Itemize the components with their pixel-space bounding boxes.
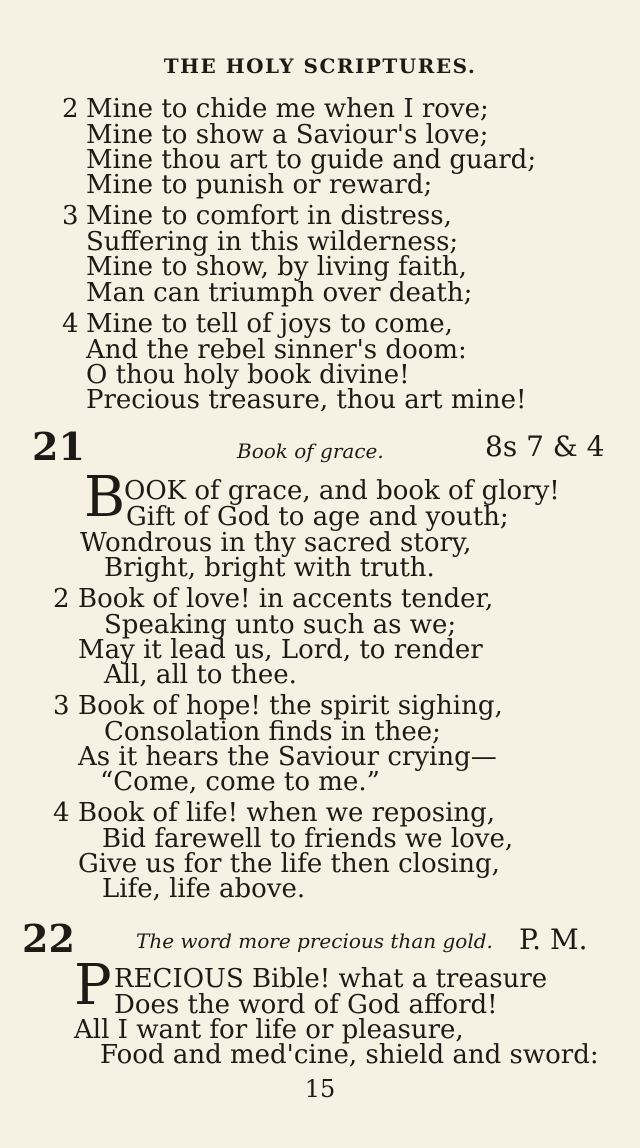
verse-line: Life, life above. (102, 874, 306, 904)
verse-line: Suffering in this wilderness; (86, 227, 459, 257)
verse-line: Speaking unto such as we; (104, 610, 457, 640)
verse-line: Does the word of God afford! (114, 990, 498, 1020)
verse-line: May it lead us, Lord, to render (78, 635, 483, 665)
verse-line: Man can triumph over death; (86, 278, 473, 308)
verse-line: Bid farewell to friends we love, (102, 824, 514, 854)
drop-cap: B (84, 465, 126, 530)
verse-number: 2 (53, 584, 70, 614)
verse-line: All I want for life or pleasure, (74, 1015, 464, 1045)
page-number: 15 (304, 1075, 336, 1103)
verse-line: Mine to comfort in distress, (86, 201, 452, 231)
hymn-title: The word more precious than gold. (136, 929, 493, 953)
verse-line: Bright, bright with truth. (104, 553, 435, 583)
verse-line: Mine to punish or reward; (86, 170, 433, 200)
hymn-meter: 8s 7 & 4 (485, 430, 605, 463)
verse-line: Book of hope! the spirit sighing, (78, 691, 503, 721)
drop-cap: P (74, 953, 112, 1018)
verse-line: “Come, come to me.” (100, 767, 380, 797)
verse-line: And the rebel sinner's doom: (86, 335, 467, 365)
verse-line: RECIOUS Bible! what a treasure (114, 964, 548, 994)
verse-line: Food and med'cine, shield and sword: (100, 1040, 599, 1070)
verse-line: Gift of God to age and youth; (126, 502, 509, 532)
verse-line: Mine to show a Saviour's love; (86, 120, 489, 150)
hymn-title: Book of grace. (237, 439, 384, 463)
verse-line: OOK of grace, and book of glory! (124, 476, 560, 506)
verse-number: 3 (62, 201, 79, 231)
verse-number: 2 (62, 94, 79, 124)
verse-line: Book of life! when we reposing, (78, 798, 496, 828)
verse-line: Mine to tell of joys to come, (86, 309, 453, 339)
running-header: THE HOLY SCRIPTURES. (163, 54, 477, 78)
verse-line: Wondrous in thy sacred story, (80, 528, 472, 558)
verse-line: Book of love! in accents tender, (78, 584, 494, 614)
hymn-number: 22 (22, 916, 75, 961)
verse-line: Mine to chide me when I rove; (86, 94, 489, 124)
verse-number: 4 (62, 309, 79, 339)
hymn-number: 21 (32, 424, 85, 469)
verse-line: Mine to show, by living faith, (86, 252, 467, 282)
verse-line: O thou holy book divine! (86, 360, 410, 390)
verse-line: Mine thou art to guide and guard; (86, 145, 537, 175)
verse-line: Precious treasure, thou art mine! (86, 385, 527, 415)
verse-number: 4 (53, 798, 70, 828)
verse-line: All, all to thee. (104, 660, 297, 690)
verse-line: As it hears the Saviour crying— (78, 742, 497, 772)
verse-line: Consolation finds in thee; (104, 717, 441, 747)
hymn-meter: P. M. (519, 923, 588, 956)
verse-line: Give us for the life then closing, (78, 849, 500, 879)
verse-number: 3 (53, 691, 70, 721)
